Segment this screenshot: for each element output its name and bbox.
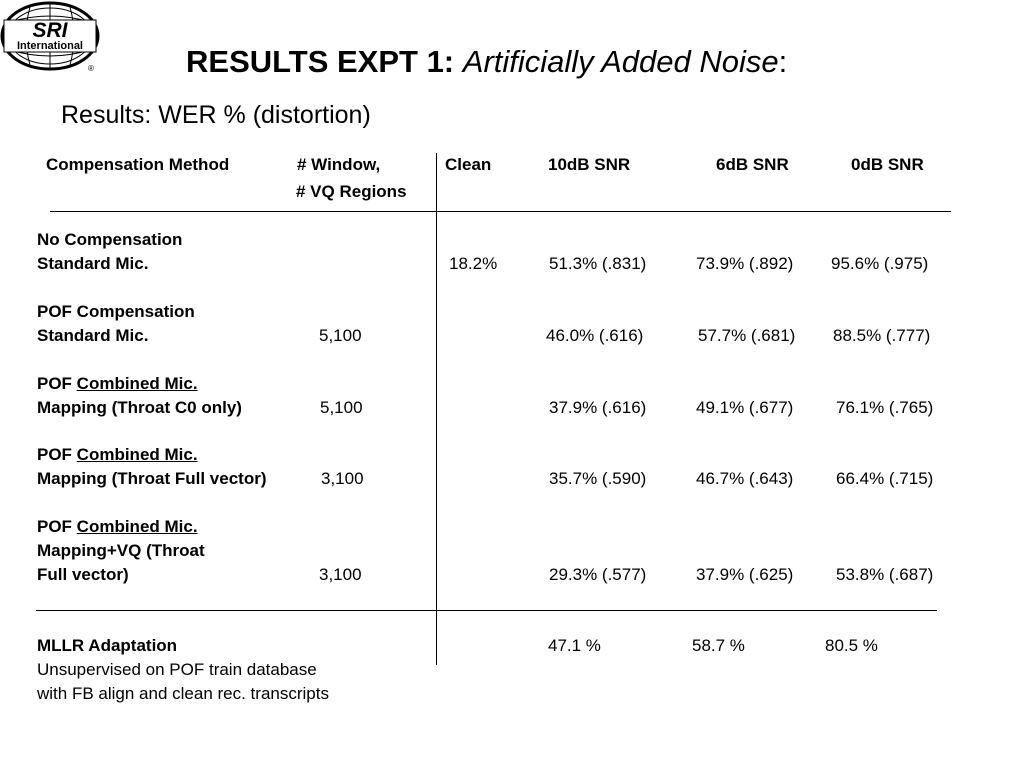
logo-text-international: International xyxy=(16,40,84,52)
row-2-window: 5,100 xyxy=(319,326,362,345)
row-5-label-underlined: Combined Mic. xyxy=(76,517,198,536)
row-3-6db: 49.1% (.677) xyxy=(696,398,794,417)
row-4-10db: 35.7% (.590) xyxy=(549,469,647,488)
row-4-label-line2: Mapping (Throat Full vector) xyxy=(37,469,267,488)
row-5-label-prefix: POF xyxy=(37,517,77,536)
row-2-label-line1: POF Compensation xyxy=(37,302,195,321)
row-4-label-line1 xyxy=(37,445,198,465)
mllr-desc-line1: Unsupervised on POF train database xyxy=(37,660,317,679)
row-5-label-line3: Full vector) xyxy=(37,565,129,584)
row-1-clean: 18.2% xyxy=(449,254,498,273)
row-5-label-line2: Mapping+VQ (Throat xyxy=(37,541,205,560)
row-1-label-line2: Standard Mic. xyxy=(37,254,149,273)
row-5-label-line1 xyxy=(37,517,198,537)
header-vq-regions: # VQ Regions xyxy=(296,182,407,201)
logo-registered-mark: ® xyxy=(88,64,94,73)
mllr-label: MLLR Adaptation xyxy=(37,636,178,655)
row-2-0db: 88.5% (.777) xyxy=(833,326,931,345)
title-italic: Artificially Added Noise xyxy=(462,44,779,79)
row-2-6db: 57.7% (.681) xyxy=(698,326,796,345)
header-clean: Clean xyxy=(445,155,492,174)
row-5-6db: 37.9% (.625) xyxy=(696,565,794,584)
logo-text-sri: SRI xyxy=(32,19,68,42)
page-title xyxy=(186,42,787,82)
row-5-0db: 53.8% (.687) xyxy=(836,565,934,584)
row-3-label-underlined: Combined Mic. xyxy=(76,374,198,393)
row-3-10db: 37.9% (.616) xyxy=(549,398,647,417)
title-bold: RESULTS EXPT 1: xyxy=(186,44,455,79)
row-1-label-line1: No Compensation xyxy=(37,230,183,249)
row-3-label-line1 xyxy=(37,374,198,394)
column-divider xyxy=(436,153,437,665)
mllr-10db: 47.1 % xyxy=(548,636,601,655)
mllr-6db: 58.7 % xyxy=(692,636,745,655)
row-4-window: 3,100 xyxy=(321,469,364,488)
header-window: # Window, xyxy=(297,155,381,174)
page-subtitle: Results: WER % (distortion) xyxy=(61,101,371,129)
title-suffix: : xyxy=(778,44,788,79)
row-3-window: 5,100 xyxy=(320,398,363,417)
sri-international-logo xyxy=(0,0,104,76)
header-divider xyxy=(50,211,951,212)
row-3-label-prefix: POF xyxy=(37,374,77,393)
mllr-desc-line2: with FB align and clean rec. transcripts xyxy=(37,684,329,703)
row-4-0db: 66.4% (.715) xyxy=(836,469,934,488)
row-4-label-underlined: Combined Mic. xyxy=(76,445,198,464)
row-3-0db: 76.1% (.765) xyxy=(836,398,934,417)
row-2-10db: 46.0% (.616) xyxy=(546,326,644,345)
row-5-10db: 29.3% (.577) xyxy=(549,565,647,584)
mllr-divider xyxy=(36,610,937,611)
row-1-10db: 51.3% (.831) xyxy=(549,254,647,273)
row-1-6db: 73.9% (.892) xyxy=(696,254,794,273)
header-6db-snr: 6dB SNR xyxy=(716,155,789,174)
row-2-label-line2: Standard Mic. xyxy=(37,326,149,345)
header-10db-snr: 10dB SNR xyxy=(548,155,631,174)
row-4-6db: 46.7% (.643) xyxy=(696,469,794,488)
row-5-window: 3,100 xyxy=(319,565,362,584)
row-3-label-line2: Mapping (Throat C0 only) xyxy=(37,398,242,417)
mllr-0db: 80.5 % xyxy=(825,636,878,655)
header-0db-snr: 0dB SNR xyxy=(851,155,924,174)
row-1-0db: 95.6% (.975) xyxy=(831,254,929,273)
row-4-label-prefix: POF xyxy=(37,445,77,464)
header-compensation-method: Compensation Method xyxy=(46,155,230,174)
